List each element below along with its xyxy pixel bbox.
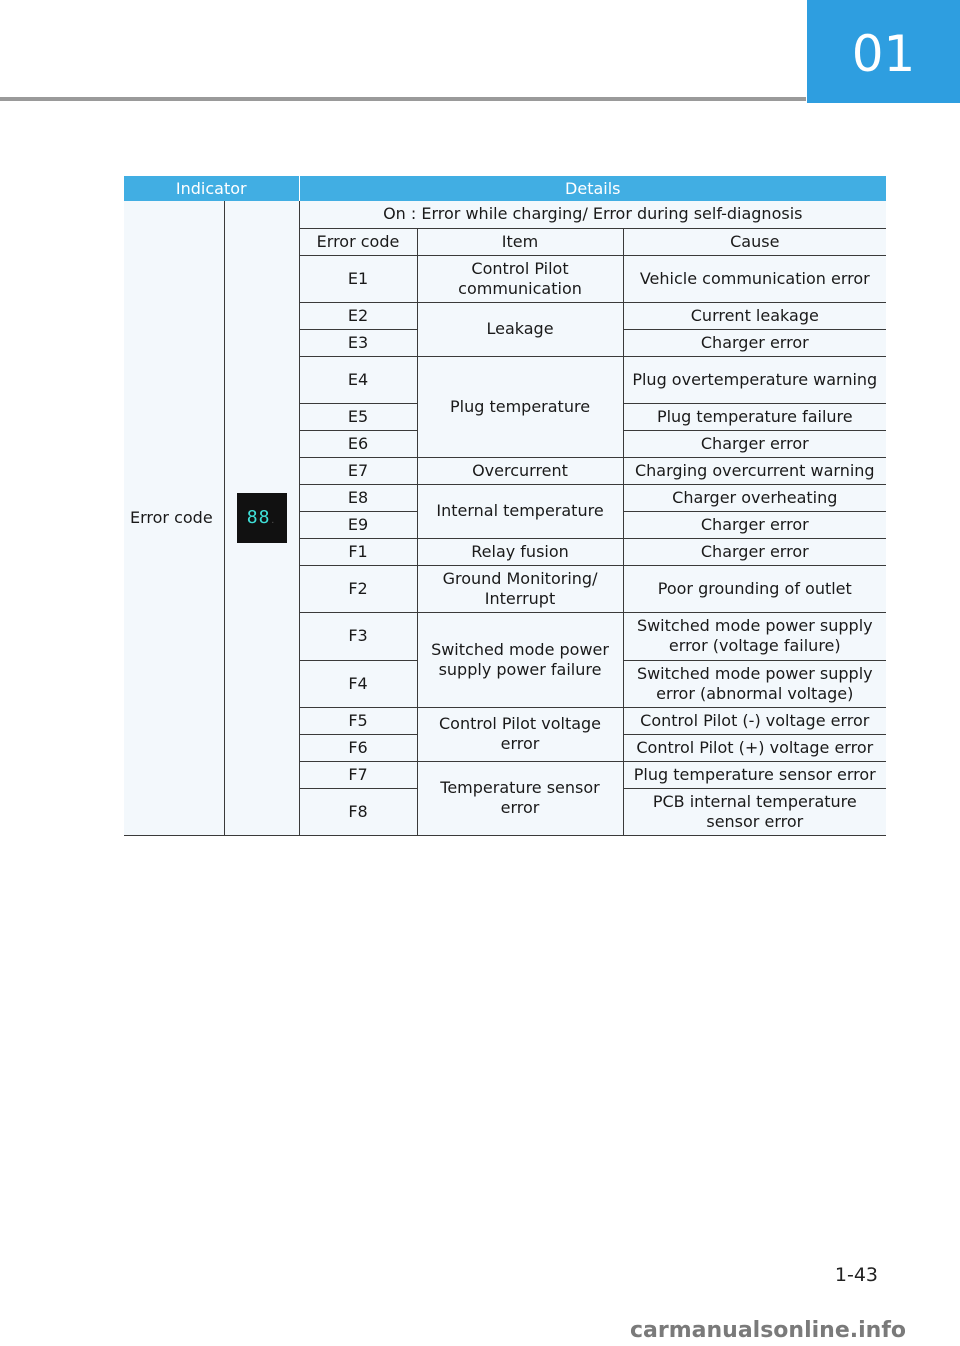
- chapter-tab: 01: [807, 0, 960, 103]
- error-code: E6: [299, 430, 417, 457]
- on-description: On : Error while charging/ Error during self-diagnosis: [299, 201, 886, 228]
- column-header-cause: Cause: [623, 228, 886, 255]
- error-cause: Plug temperature sensor error: [623, 761, 886, 788]
- error-item: Relay fusion: [417, 538, 623, 565]
- error-code-table: [124, 176, 886, 836]
- error-cause: Switched mode power supply error (abnormal voltage): [623, 660, 886, 707]
- error-code: E9: [299, 511, 417, 538]
- header-details: Details: [299, 176, 886, 201]
- error-code: F2: [299, 565, 417, 612]
- indicator-icon-cell: [224, 201, 299, 835]
- error-code: E5: [299, 403, 417, 430]
- error-cause: Control Pilot (-) voltage error: [623, 707, 886, 734]
- page-number: 1-43: [834, 1264, 878, 1286]
- error-code: E3: [299, 329, 417, 356]
- error-item: Plug temperature: [417, 356, 623, 457]
- segment-display-icon: 88.: [237, 493, 287, 543]
- error-cause: Charger error: [623, 538, 886, 565]
- error-code: F6: [299, 734, 417, 761]
- error-item: Control Pilot communication: [417, 255, 623, 302]
- error-item: Switched mode power supply power failure: [417, 612, 623, 707]
- error-cause: Charger error: [623, 430, 886, 457]
- error-cause: Plug temperature failure: [623, 403, 886, 430]
- column-header-code: Error code: [299, 228, 417, 255]
- error-code: F8: [299, 788, 417, 835]
- error-cause: Charger overheating: [623, 484, 886, 511]
- error-code: E7: [299, 457, 417, 484]
- error-cause: Switched mode power supply error (voltage failure): [623, 612, 886, 660]
- error-code: E4: [299, 356, 417, 403]
- error-cause: Charging overcurrent warning: [623, 457, 886, 484]
- error-item: Temperature sensor error: [417, 761, 623, 835]
- error-cause: Poor grounding of outlet: [623, 565, 886, 612]
- error-code: F7: [299, 761, 417, 788]
- error-cause: Current leakage: [623, 302, 886, 329]
- error-code: F5: [299, 707, 417, 734]
- column-header-item: Item: [417, 228, 623, 255]
- error-item: Leakage: [417, 302, 623, 356]
- error-item: Control Pilot voltage error: [417, 707, 623, 761]
- error-cause: Plug overtemperature warning: [623, 356, 886, 403]
- indicator-label: Error code: [124, 201, 224, 835]
- error-cause: Charger error: [623, 329, 886, 356]
- header-indicator: Indicator: [124, 176, 299, 201]
- error-code: F1: [299, 538, 417, 565]
- error-code: F3: [299, 612, 417, 660]
- error-code: E1: [299, 255, 417, 302]
- error-code: E8: [299, 484, 417, 511]
- error-cause: Vehicle communication error: [623, 255, 886, 302]
- footer-watermark: carmanualsonline.info: [630, 1318, 906, 1343]
- error-cause: Control Pilot (+) voltage error: [623, 734, 886, 761]
- error-cause: Charger error: [623, 511, 886, 538]
- table-row: [124, 201, 886, 228]
- error-code: F4: [299, 660, 417, 707]
- error-item: Ground Monitoring/ Interrupt: [417, 565, 623, 612]
- error-code: E2: [299, 302, 417, 329]
- error-item: Internal temperature: [417, 484, 623, 538]
- header-rule: [0, 97, 806, 101]
- error-cause: PCB internal temperature sensor error: [623, 788, 886, 835]
- error-item: Overcurrent: [417, 457, 623, 484]
- table-header-row: [124, 176, 886, 201]
